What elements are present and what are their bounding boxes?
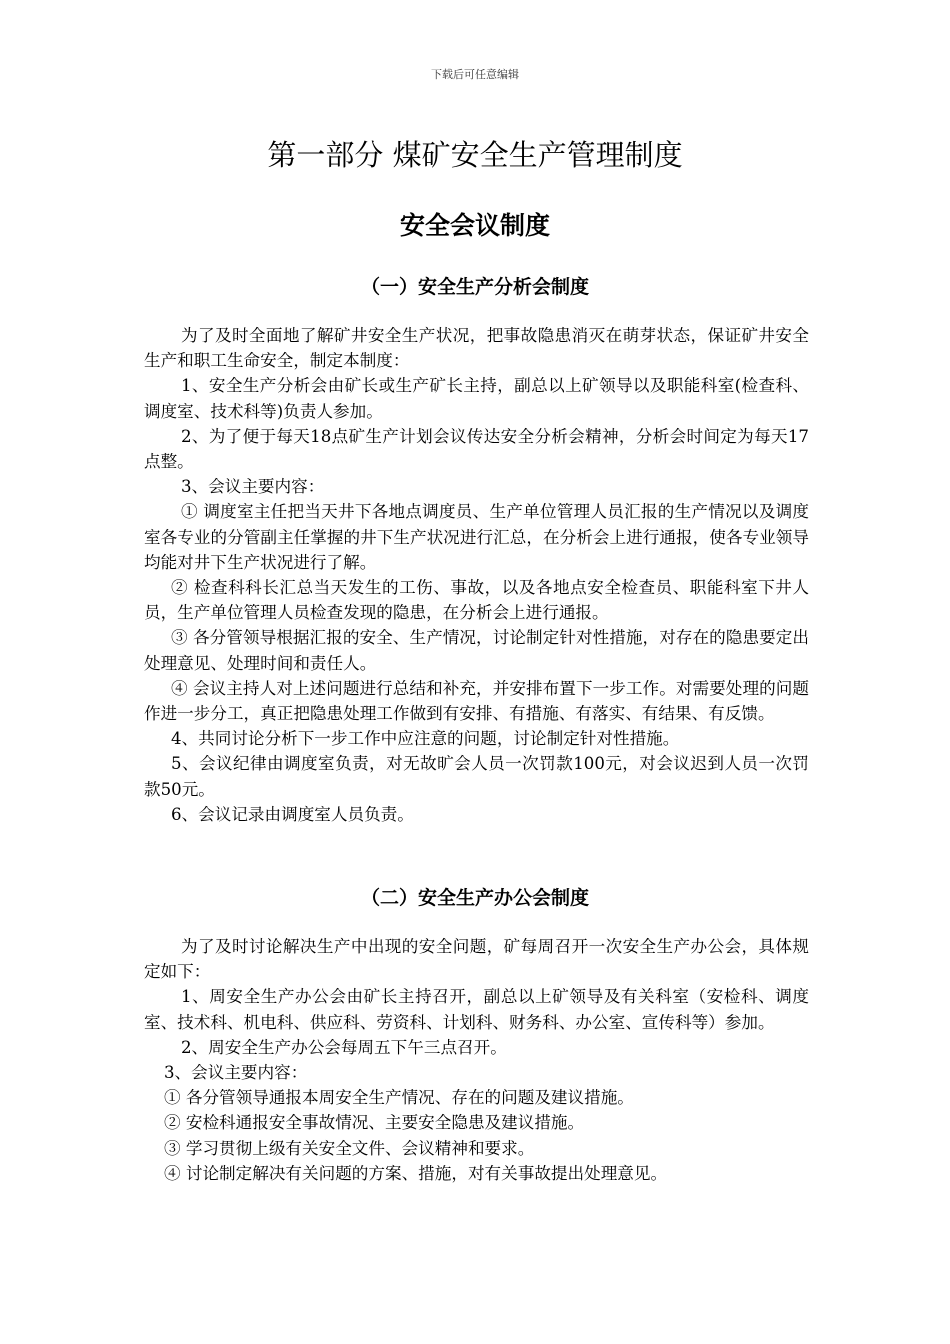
section2-title: （二）安全生产办公会制度 (360, 887, 589, 909)
section1-paragraph: ② 检查科科长汇总当天发生的工伤、事故，以及各地点安全检查员、职能科室下井人员，生产单位管理人员检查发现的隐患，在分析会上进行通报。 (144, 578, 809, 623)
section1-paragraph: 2、为了便于每天18点矿生产计划会议传达安全分析会精神，分析会时间定为每天17点整。 (144, 426, 809, 472)
header-note: 下载后可任意编辑 (431, 68, 519, 81)
section1-paragraph: ④ 会议主持人对上述问题进行总结和补充，并安排布置下一步工作。对需要处理的问题作进一步分工，真正把隐患处理工作做到有安排、有措施、有落实、有结果、有反馈。 (144, 678, 809, 724)
section2-paragraph: ③ 学习贯彻上级有关安全文件、会议精神和要求。 (164, 1138, 535, 1158)
section1-paragraph: ① 调度室主任把当天井下各地点调度员、生产单位管理人员汇报的生产情况以及调度室各专业的分管副主任掌握的井下生产状况进行汇总，在分析会上进行通报，使各专业领导均能对井下生产状况进行了解。 (144, 502, 809, 572)
section1-title: （一）安全生产分析会制度 (360, 276, 589, 298)
main-title: 第一部分 煤矿安全生产管理制度 (267, 138, 683, 172)
section2-paragraph: ④ 讨论制定解决有关问题的方案、措施，对有关事故提出处理意见。 (164, 1163, 668, 1183)
section1-paragraph: 5、会议纪律由调度室负责，对无故旷会人员一次罚款100元，对会议迟到人员一次罚款50元。 (144, 754, 809, 799)
section2-paragraph: 1、周安全生产办公会由矿长主持召开，副总以上矿领导及有关科室（安检科、调度室、技术科、机电科、供应科、劳资科、计划科、财务科、办公室、宣传科等）参加。 (144, 987, 809, 1032)
section2-body (144, 934, 809, 1186)
sub-title: 安全会议制度 (399, 211, 550, 240)
section1-paragraph: 6、会议记录由调度室人员负责。 (171, 804, 414, 824)
section2-paragraph: ② 安检科通报安全事故情况、主要安全隐患及建议措施。 (164, 1113, 585, 1133)
section2-paragraph: 3、会议主要内容： (164, 1063, 308, 1083)
section1-body (144, 323, 809, 827)
section2-paragraph: 为了及时讨论解决生产中出现的安全问题，矿每周召开一次安全生产办公会，具体规定如下： (144, 937, 809, 982)
section1-paragraph: 为了及时全面地了解矿井安全生产状况，把事故隐患消灭在萌芽状态，保证矿井安全生产和职工生命安全，制定本制度： (144, 326, 809, 371)
section2-paragraph: 2、周安全生产办公会每周五下午三点召开。 (181, 1037, 507, 1057)
section1-paragraph: 3、会议主要内容： (181, 477, 325, 497)
section1-paragraph: ③ 各分管领导根据汇报的安全、生产情况，讨论制定针对性措施，对存在的隐患要定出处理意见、处理时间和责任人。 (144, 628, 809, 673)
section1-paragraph: 1、安全生产分析会由矿长或生产矿长主持，副总以上矿领导以及职能科室(检查科、调度室、技术科等)负责人参加。 (144, 376, 809, 421)
section2-paragraph: ① 各分管领导通报本周安全生产情况、存在的问题及建议措施。 (164, 1088, 634, 1108)
section1-paragraph: 4、共同讨论分析下一步工作中应注意的问题，讨论制定针对性措施。 (171, 729, 680, 749)
